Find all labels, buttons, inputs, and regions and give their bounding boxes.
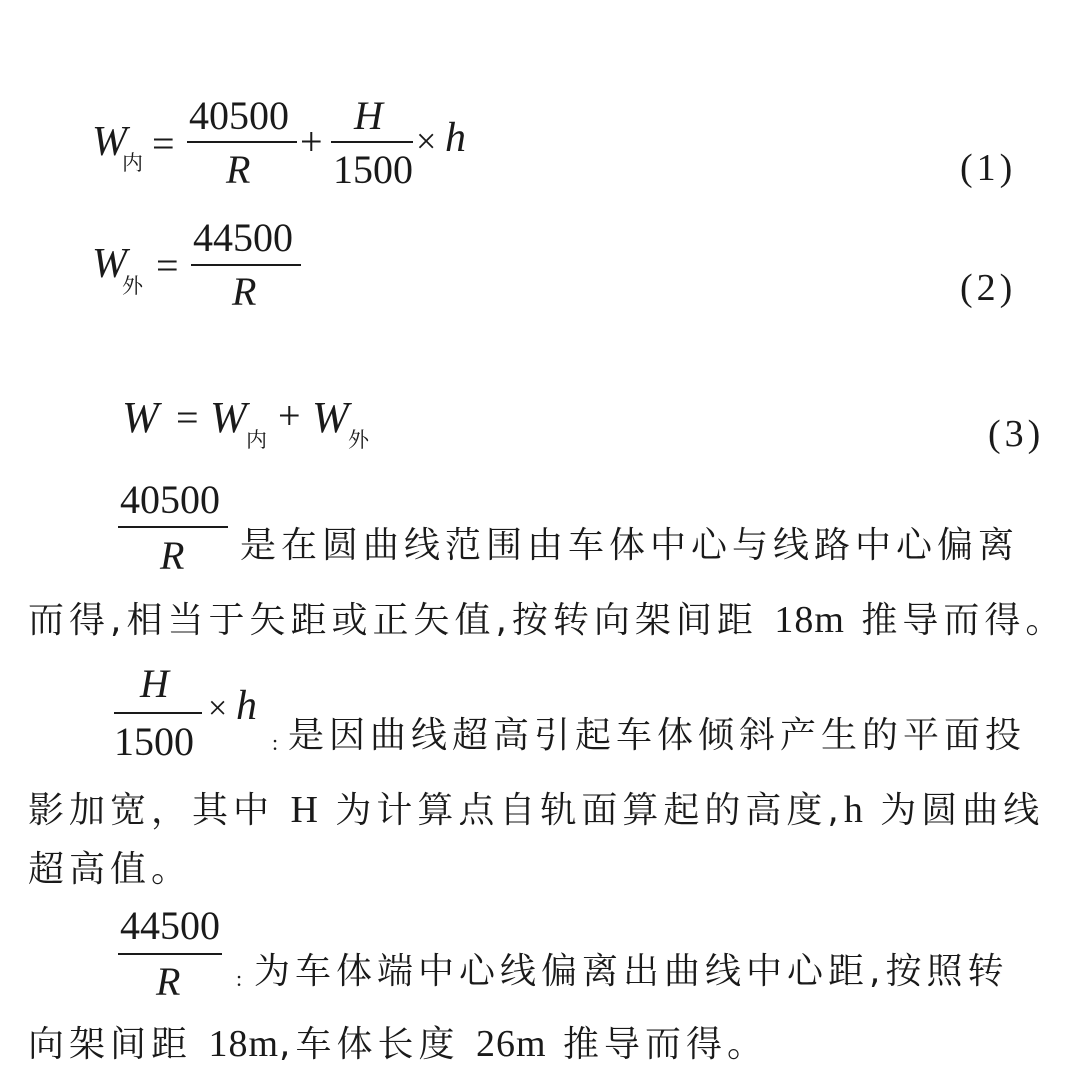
para1-frac-bar	[118, 526, 228, 528]
para2-frac-numerator: H	[140, 661, 169, 706]
para1-frac-denominator: R	[160, 533, 185, 578]
eq3-number: (3)	[988, 413, 1045, 455]
eq1-lhs-var: W	[92, 119, 127, 165]
eq3-term1-sub: 内	[246, 428, 267, 452]
para2-colon: :	[272, 730, 279, 755]
para3-line-2-a: 向架间距	[28, 1024, 193, 1065]
eq1-tail: h	[445, 115, 466, 161]
eq1-plus: +	[300, 119, 323, 164]
para1-line-2	[28, 588, 1066, 653]
para1-line-2-c: 推导而得。	[861, 600, 1067, 641]
para3-line-1: 为车体端中心线偏离出曲线中心距,按照转	[254, 951, 1009, 992]
eq3-equals: =	[176, 395, 199, 440]
para2-line-2-b: H	[290, 789, 319, 831]
eq1-frac1-denominator: R	[226, 147, 251, 192]
eq1-times: ×	[416, 121, 437, 161]
eq1-frac1-numerator: 40500	[189, 93, 289, 138]
eq3-term1-var: W	[210, 393, 247, 442]
para1-line-2-a: 而得,相当于矢距或正矢值,按转向架间距	[28, 600, 758, 641]
para2-times: ×	[208, 690, 228, 727]
para3-line-2	[28, 1012, 768, 1077]
para3-colon: :	[236, 966, 243, 991]
eq2-frac-numerator: 44500	[193, 215, 293, 260]
para3-line-2-d: 26m	[475, 1023, 547, 1065]
eq3-term2-sub: 外	[348, 428, 369, 452]
eq1-number: (1)	[960, 147, 1017, 189]
eq3-term2-var: W	[312, 393, 349, 442]
eq1-frac1-bar	[187, 141, 297, 143]
para2-line-3: 超高值。	[28, 849, 193, 890]
para3-frac-bar	[118, 953, 222, 955]
para2-frac-bar	[114, 712, 202, 714]
para3-frac-numerator: 44500	[120, 903, 220, 948]
eq1-frac2-denominator: 1500	[333, 147, 413, 192]
eq1-frac2-bar	[331, 141, 413, 143]
para2-tail: h	[236, 683, 257, 729]
para1-frac-numerator: 40500	[120, 477, 220, 522]
para3-line-2-b: 18m	[208, 1023, 280, 1065]
eq1-lhs-sub: 内	[122, 151, 143, 175]
para2-frac-denominator: 1500	[114, 719, 194, 764]
eq1-frac2-numerator: H	[354, 93, 383, 138]
para2-line-1: 是因曲线超高引起车体倾斜产生的平面投	[288, 715, 1027, 756]
para3-frac-denominator: R	[156, 959, 181, 1004]
para2-line-2-a: 影加宽，其中	[28, 790, 275, 831]
eq2-equals: =	[156, 243, 179, 288]
eq2-frac-denominator: R	[232, 269, 257, 314]
eq2-lhs-var: W	[92, 241, 127, 287]
para2-line-2-c: 为计算点自轨面算起的高度,	[335, 790, 844, 831]
eq3-lhs: W	[122, 393, 159, 442]
eq2-lhs-sub: 外	[122, 274, 143, 298]
eq3-plus: +	[278, 393, 301, 438]
eq2-number: (2)	[960, 267, 1017, 309]
eq2-frac-bar	[191, 264, 301, 266]
para2-line-2-d: h	[843, 789, 864, 831]
para3-line-2-e: 推导而得。	[562, 1024, 768, 1065]
para1-line-2-b: 18m	[774, 599, 845, 641]
para1-line-1: 是在圆曲线范围由车体中心与线路中心偏离	[240, 525, 1020, 566]
eq1-equals: =	[152, 121, 175, 166]
para2-line-2-e: 为圆曲线	[880, 790, 1045, 831]
para3-line-2-c: ,车体长度	[279, 1024, 460, 1065]
para2-line-2	[28, 778, 1044, 843]
